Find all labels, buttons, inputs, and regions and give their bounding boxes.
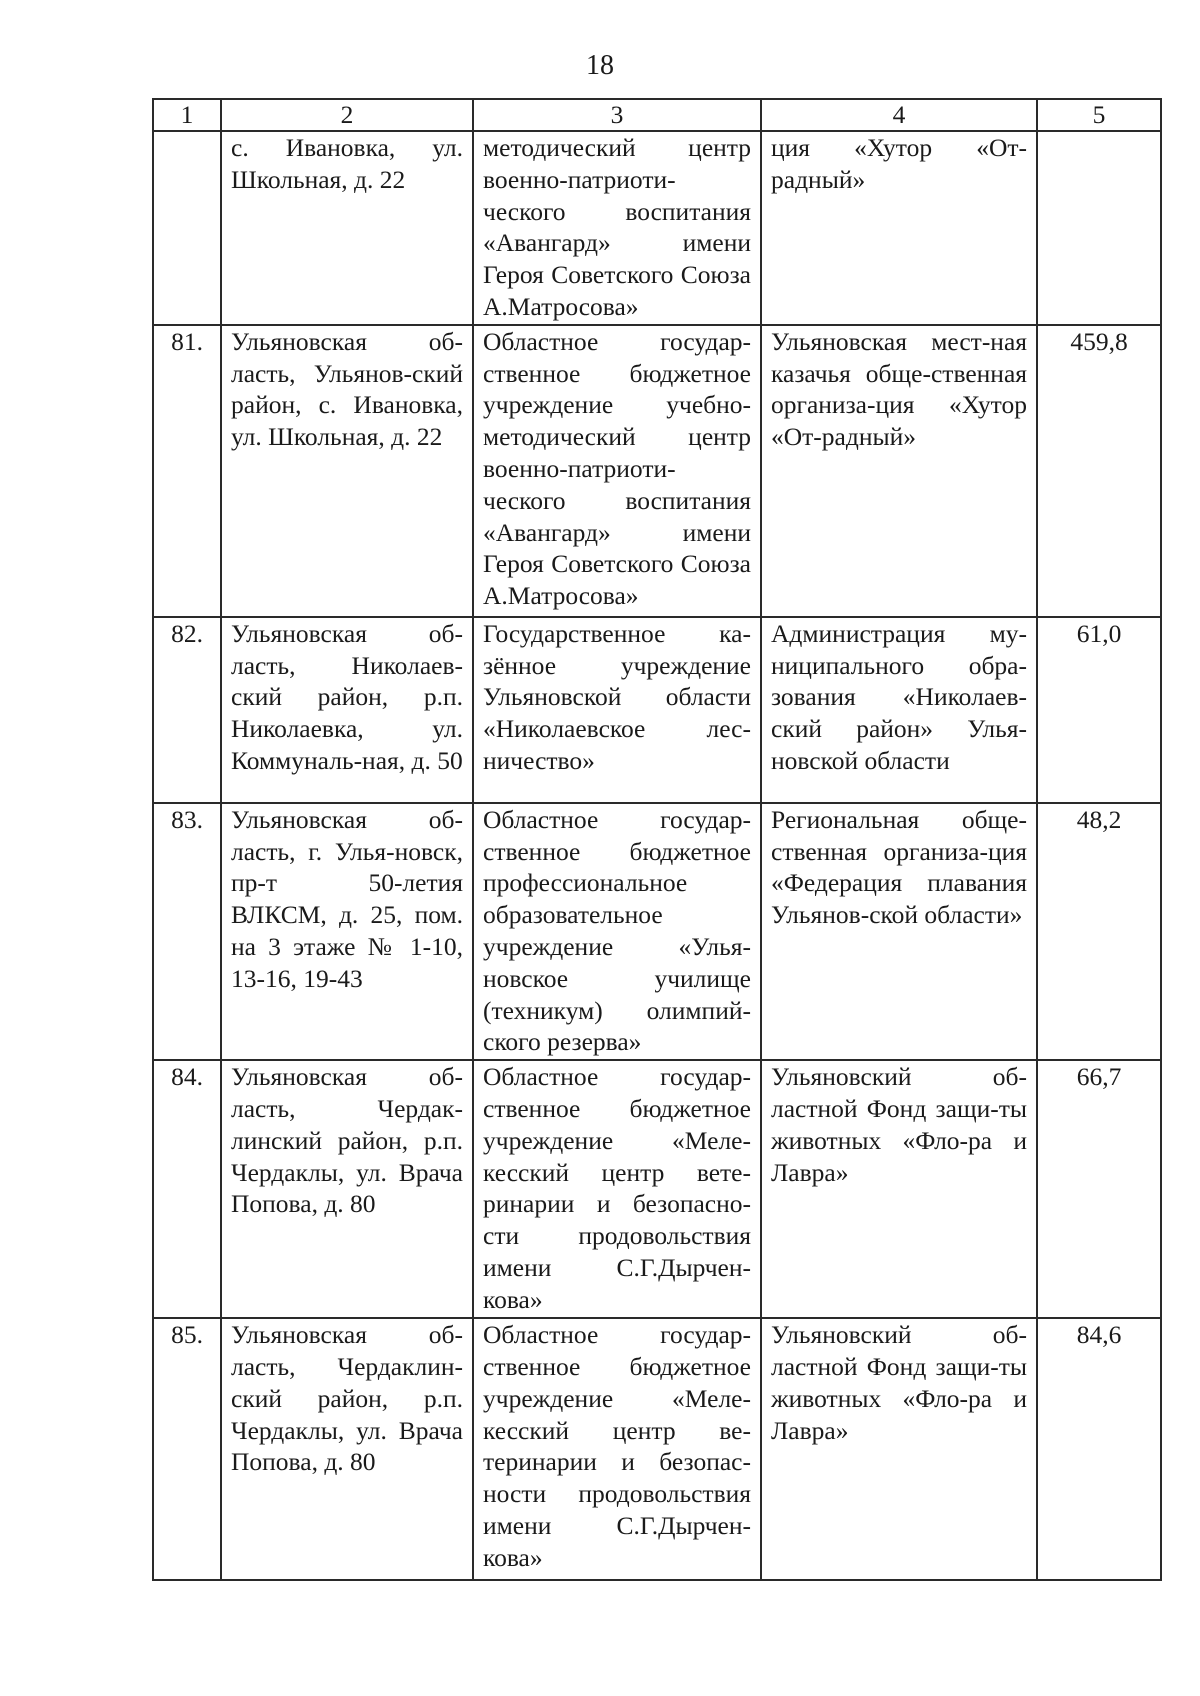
row-number: 85. (153, 1318, 221, 1580)
area-cell (1037, 131, 1161, 325)
address-cell: Ульяновская об-ласть, Николаев-ский район, р.п. Николаевка, ул. Коммуналь-ная, д. 50 (221, 617, 473, 803)
organization-cell: Областное государ-ственное бюджетное учреждение «Меле-кесский центр ве-теринарии и безопас-ности продовольствия имени С.Г.Дырчен-кова» (473, 1318, 761, 1580)
user-cell: Администрация му-ниципального обра-зования «Николаев-ский район» Улья-новской области (761, 617, 1037, 803)
user-cell: Ульяновский об-ластной Фонд защи-ты животных «Фло-ра и Лавра» (761, 1060, 1037, 1318)
address-cell: Ульяновская об-ласть, Чердак-линский район, р.п. Чердаклы, ул. Врача Попова, д. 80 (221, 1060, 473, 1318)
organization-cell: Областное государ-ственное бюджетное учреждение учебно-методический центр военно-патриоти-ческого воспитания «Авангард» имени Героя Советского Союза А.Матросова» (473, 325, 761, 617)
row-number: 84. (153, 1060, 221, 1318)
user-cell: Ульяновская мест-ная казачья обще-ственная организа-ция «Хутор «От-радный» (761, 325, 1037, 617)
user-cell: Региональная обще-ственная организа-ция «Федерация плавания Ульянов-ской области» (761, 803, 1037, 1060)
area-cell: 459,8 (1037, 325, 1161, 617)
table-row (153, 1060, 1161, 1318)
table-row (153, 325, 1161, 617)
address-cell: с. Ивановка, ул. Школьная, д. 22 (221, 131, 473, 325)
address-cell: Ульяновская об-ласть, Ульянов-ский район, с. Ивановка, ул. Школьная, д. 22 (221, 325, 473, 617)
property-table (152, 98, 1162, 1581)
organization-cell: Областное государ-ственное бюджетное учреждение «Меле-кесский центр вете-ринарии и безопасно-сти продовольствия имени С.Г.Дырчен-кова» (473, 1060, 761, 1318)
column-number-3: 3 (473, 99, 761, 131)
address-cell: Ульяновская об-ласть, г. Улья-новск, пр-т 50-летия ВЛКСМ, д. 25, пом. на 3 этаже № 1-10, 13-16, 19-43 (221, 803, 473, 1060)
row-number (153, 131, 221, 325)
table-row (153, 803, 1161, 1060)
user-cell: ция «Хутор «От-радный» (761, 131, 1037, 325)
row-number: 82. (153, 617, 221, 803)
table-row (153, 617, 1161, 803)
row-number: 81. (153, 325, 221, 617)
column-number-row (153, 99, 1161, 131)
address-cell: Ульяновская об-ласть, Чердаклин-ский район, р.п. Чердаклы, ул. Врача Попова, д. 80 (221, 1318, 473, 1580)
row-number: 83. (153, 803, 221, 1060)
area-cell: 66,7 (1037, 1060, 1161, 1318)
column-number-5: 5 (1037, 99, 1161, 131)
area-cell: 61,0 (1037, 617, 1161, 803)
area-cell: 48,2 (1037, 803, 1161, 1060)
column-number-1: 1 (153, 99, 221, 131)
table-row-continued (153, 131, 1161, 325)
table-row (153, 1318, 1161, 1580)
page-number: 18 (586, 50, 614, 81)
column-number-4: 4 (761, 99, 1037, 131)
organization-cell: методический центр военно-патриоти-ческого воспитания «Авангард» имени Героя Советского Союза А.Матросова» (473, 131, 761, 325)
user-cell: Ульяновский об-ластной Фонд защи-ты животных «Фло-ра и Лавра» (761, 1318, 1037, 1580)
area-cell: 84,6 (1037, 1318, 1161, 1580)
organization-cell: Областное государ-ственное бюджетное профессиональное образовательное учреждение «Улья-новское училище (техникум) олимпий-ского резерва» (473, 803, 761, 1060)
column-number-2: 2 (221, 99, 473, 131)
organization-cell: Государственное ка-зённое учреждение Ульяновской области «Николаевское лес-ничество» (473, 617, 761, 803)
